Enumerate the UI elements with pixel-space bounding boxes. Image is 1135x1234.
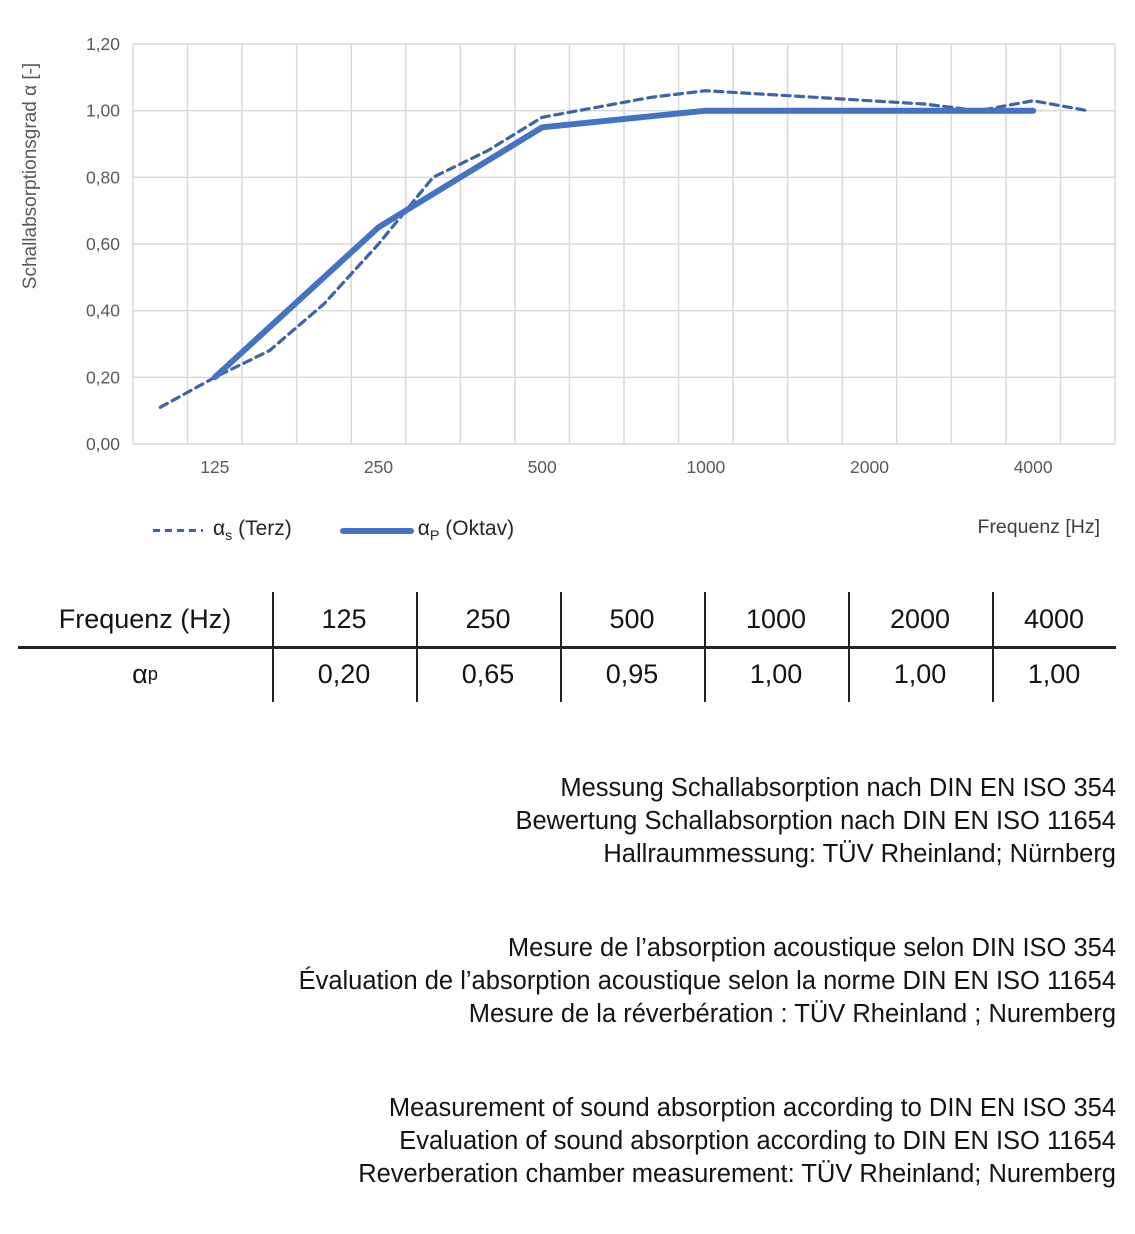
- y-tick-label: 0,00: [85, 434, 120, 454]
- note-line: Reverberation chamber measurement: TÜV Rheinland; Nuremberg: [358, 1160, 1116, 1188]
- legend-item-terz: [153, 517, 292, 544]
- legend-label-terz: [213, 517, 292, 544]
- x-tick-label: 1000: [686, 457, 726, 477]
- absorption-table: [18, 592, 1116, 702]
- notes-german: [515, 772, 1116, 871]
- note-line: Measurement of sound absorption according to DIN EN ISO 354: [388, 1094, 1116, 1122]
- alpha-subscript: p: [147, 663, 158, 684]
- legend-item-oktav: [340, 517, 514, 544]
- table-value-125: 0,20: [317, 658, 371, 689]
- table-row-label-alpha-p: [18, 649, 272, 699]
- table-header-500: 500: [609, 603, 655, 634]
- table-header-4000: 4000: [1023, 603, 1085, 634]
- y-tick-label: 0,60: [85, 234, 120, 254]
- absorption-chart: [0, 0, 1135, 555]
- note-line: Evaluation of sound absorption according to DIN EN ISO 11654: [399, 1127, 1116, 1155]
- table-value-250: 0,65: [461, 658, 515, 689]
- note-line: Bewertung Schallabsorption nach DIN EN ISO 11654: [515, 807, 1116, 835]
- dashed-line-swatch: [153, 529, 203, 532]
- table-value-500: 0,95: [605, 658, 659, 689]
- y-axis-title: Schallabsorptionsgrad α [-]: [20, 62, 41, 290]
- notes-french: [299, 932, 1116, 1031]
- note-line: Mesure de la réverbération : TÜV Rheinland ; Nuremberg: [468, 1000, 1116, 1028]
- table-header-2000: 2000: [889, 603, 951, 634]
- note-line: Évaluation de l’absorption acoustique selon la norme DIN EN ISO 11654: [298, 967, 1116, 995]
- table-header-1000: 1000: [745, 603, 807, 634]
- table-value-1000: 1,00: [749, 658, 803, 689]
- legend-subscript: P: [429, 528, 440, 545]
- x-tick-label: 500: [527, 457, 557, 477]
- alpha-symbol: α: [132, 658, 148, 689]
- chart-legend: [153, 517, 514, 544]
- y-tick-label: 0,40: [85, 300, 120, 321]
- table-value-2000: 1,00: [893, 658, 947, 689]
- x-axis-title: Frequenz [Hz]: [977, 516, 1100, 538]
- y-tick-label: 1,00: [85, 100, 120, 121]
- table-header-row: [18, 592, 1116, 646]
- table-header-frequency: Frequenz (Hz): [58, 603, 232, 634]
- legend-subscript: s: [225, 528, 233, 545]
- table-header-125: 125: [321, 603, 367, 634]
- legend-text: (Terz): [232, 517, 292, 540]
- y-tick-label: 0,80: [85, 167, 120, 188]
- y-tick-label: 1,20: [85, 34, 120, 54]
- note-line: Messung Schallabsorption nach DIN EN ISO 354: [560, 774, 1116, 802]
- table-values-row: [18, 649, 1116, 699]
- x-tick-label: 2000: [850, 457, 889, 477]
- legend-alpha: α: [417, 517, 430, 540]
- x-tick-label: 250: [363, 457, 394, 477]
- legend-label-oktav: [418, 517, 514, 544]
- y-tick-label: 0,20: [85, 367, 120, 388]
- legend-alpha: α: [213, 517, 226, 540]
- notes-english: [358, 1092, 1116, 1191]
- solid-line-swatch: [340, 528, 414, 534]
- table-header-250: 250: [465, 603, 511, 634]
- note-line: Hallraummessung: TÜV Rheinland; Nürnberg: [603, 840, 1116, 868]
- x-tick-label: 125: [200, 457, 230, 477]
- note-line: Mesure de l’absorption acoustique selon DIN ISO 354: [507, 934, 1116, 962]
- x-tick-label: 4000: [1013, 457, 1053, 477]
- legend-text: (Oktav): [439, 517, 515, 540]
- table-value-4000: 1,00: [1027, 658, 1081, 689]
